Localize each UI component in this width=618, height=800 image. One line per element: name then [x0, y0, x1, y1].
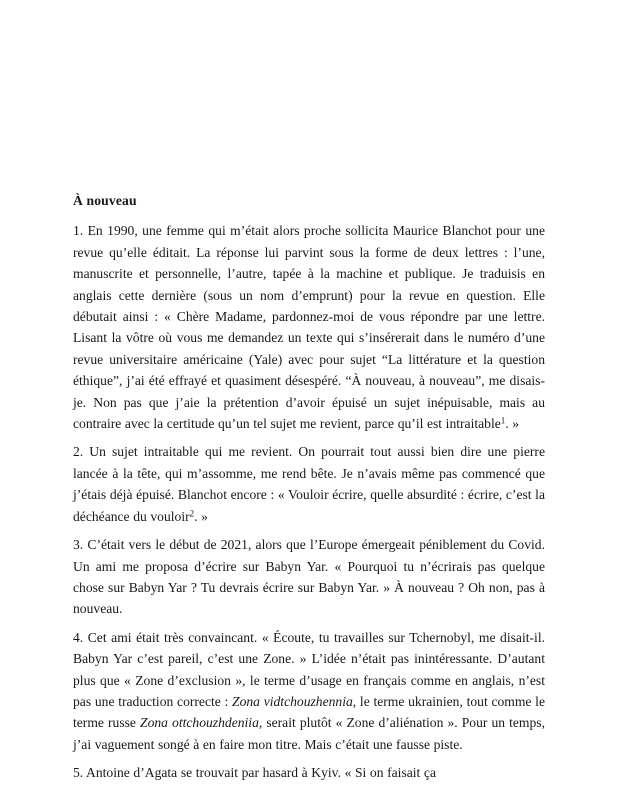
italic-term: Zona vidtchouzhennia [232, 693, 353, 709]
text-run: . » [194, 508, 208, 524]
paragraph [73, 534, 545, 620]
footnote-marker[interactable]: 2 [189, 508, 195, 519]
footnote-marker[interactable]: 1 [500, 415, 506, 426]
text-run: 3. C’était vers le début de 2021, alors que l’Europe émergeait péniblement du Covid. Un ami me proposa d’écrire sur Babyn Yar. « Pourquoi tu n’écrirais pas quelque chose sur Babyn Yar ? Tu devrais écrire sur Babyn Yar. » À nouveau ? Oh non, pas à nouveau. [73, 537, 545, 617]
text-run: . » [505, 416, 520, 432]
italic-term: Zona ottchouzhdeniia [140, 715, 259, 731]
text-run: , serait plutôt « Zone d’aliénation ». Pour un temps, j’ai vaguement songé à en faire mon titre. Mais c’était une fausse piste. [73, 715, 545, 752]
text-run: 1. En 1990, une femme qui m’était alors proche sollicita Maurice Blanchot pour une revue qu’elle éditait. La réponse lui parvint sous la forme de deux lettres : l’une, manuscrite et personnelle, l’autre, tapée à la machine et publique. Je traduisis en anglais cette dernière (sous un nom d’emprunt) pour la revue en question. Elle débutait ainsi : « Chère Madame, pardonnez-moi de vous répondre par une lettre. Lisant la vôtre où vous me demandez un texte qui s’insérerait dans le numéro d’une revue universitaire américaine (Yale) avec pour sujet “La littérature et la question éthique”, j’ai été effrayé et quasiment désespéré. “À nouveau, à nouveau”, me disais-je. Non pas que j’aie la prétention d’avoir épuisé un sujet inépuisable, mais au contraire avec la certitude qu’un tel sujet me revient, parce qu’il est intraitable [73, 223, 545, 432]
paragraph-list [73, 220, 545, 783]
paragraph [73, 220, 545, 434]
text-run: , le terme ukrainien, tout comme le terme russe [73, 693, 545, 731]
text-run: 5. Antoine d’Agata se trouvait par hasard à Kyiv. « Si on faisait ça [73, 765, 436, 781]
text-run: 2. Un sujet intraitable qui me revient. On pourrait tout aussi bien dire une pierre lancée à la tête, qui m’assomme, me rend bête. Je n’avais même pas commencé que j’étais déjà épuisé. Blanchot encore : « Vouloir écrire, quelle absurdité : écrire, c’est la déchéance du vouloir [73, 444, 545, 524]
paragraph [73, 627, 545, 755]
paragraph [73, 441, 545, 527]
text-run: 4. Cet ami était très convaincant. « Écoute, tu travailles sur Tchernobyl, me disait-il. Babyn Yar c’est pareil, c’est une Zone. » L’idée n’était pas inintéressante. D’autant plus que « Zone d’exclusion », le terme d’usage en français comme en anglais, n’est pas une traduction correcte : [73, 629, 545, 709]
text-column [73, 190, 545, 784]
paragraph [73, 762, 545, 783]
page-title: À nouveau [73, 193, 137, 208]
